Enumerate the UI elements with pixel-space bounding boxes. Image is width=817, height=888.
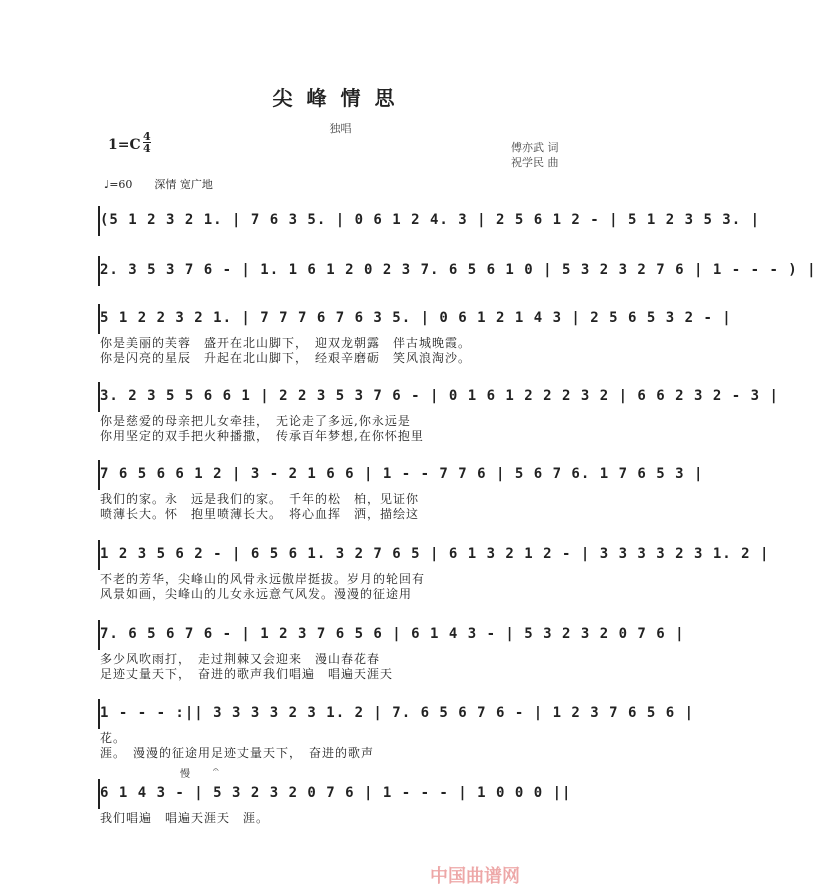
lyric-line: 足迹丈量天下， 奋进的歌声我们唱遍 唱遍天涯天 (100, 667, 394, 681)
line-start-barline (98, 206, 100, 236)
lyric-line: 你是美丽的芙蓉 盛开在北山脚下， 迎双龙朝露 伴古城晚霞。 (100, 336, 472, 350)
credits (511, 140, 559, 170)
line-start-barline (98, 779, 100, 809)
notation-line: 7. 6 5 6 7 6 - | 1 2 3 7 6 5 6 | 6 1 4 3 - | 5 3 2 3 2 0 7 6 | (100, 626, 685, 642)
notation-line: 2. 3 5 3 7 6 - | 1. 1 6 1 2 0 2 3 7. 6 5 6 1 0 | 5 3 2 3 2 7 6 | 1 - - - ) | (100, 262, 817, 278)
watermark: 中国曲谱网 (430, 866, 520, 887)
line-start-barline (98, 256, 100, 286)
time-signature-top: 4 (143, 130, 151, 143)
line-start-barline (98, 382, 100, 412)
lyricist: 傅亦武 词 (511, 141, 559, 154)
composer: 祝学民 曲 (511, 156, 559, 169)
lyric-line: 花。 (100, 731, 127, 745)
lyric-line: 你是闪亮的星辰 升起在北山脚下， 经艰辛磨砺 笑风浪淘沙。 (100, 351, 472, 365)
lyric-line: 风景如画，尖峰山的儿女永远意气风发。漫漫的征途用 (100, 587, 413, 601)
lyric-line: 不老的芳华，尖峰山的风骨永远傲岸挺拔。岁月的轮回有 (100, 572, 426, 586)
fermata-mark: 𝄐 (213, 765, 219, 776)
line-start-barline (98, 304, 100, 334)
lyric-line: 喷薄长大。怀 抱里喷薄长大。 将心血挥 洒，描绘这 (100, 507, 420, 521)
notation-line: (5 1 2 3 2 1. | 7 6 3 5. | 0 6 1 2 4. 3 | 2 5 6 1 2 - | 5 1 2 3 5 3. | (100, 212, 761, 228)
lyric-line: 你用坚定的双手把火种播撒， 传承百年梦想,在你怀抱里 (100, 429, 424, 443)
time-signature (143, 131, 151, 154)
notation-line: 6 1 4 3 - | 5 3 2 3 2 0 7 6 | 1 - - - | 1 0 0 0 || (100, 785, 572, 801)
line-start-barline (98, 460, 100, 490)
notation-line: 1 - - - :|| 3 3 3 3 2 3 1. 2 | 7. 6 5 6 7 6 - | 1 2 3 7 6 5 6 | (100, 705, 695, 721)
line-start-barline (98, 540, 100, 570)
key-signature: 1=C (108, 137, 141, 153)
notation-line: 1 2 3 5 6 2 - | 6 5 6 1. 3 2 7 6 5 | 6 1 3 2 1 2 - | 3 3 3 3 2 3 1. 2 | (100, 546, 770, 562)
lyric-line: 我们的家。永 远是我们的家。 千年的松 柏，见证你 (100, 492, 420, 506)
line-start-barline (98, 699, 100, 729)
lyric-line: 你是慈爱的母亲把儿女牵挂， 无论走了多远,你永远是 (100, 414, 411, 428)
subtitle: 独唱 (329, 122, 352, 135)
lyric-line: 我们唱遍 唱遍天涯天 涯。 (100, 811, 270, 825)
notation-line: 5 1 2 2 3 2 1. | 7 7 7 6 7 6 3 5. | 0 6 1 2 1 4 3 | 2 5 6 5 3 2 - | (100, 310, 732, 326)
slow-marking: 慢 (180, 769, 190, 780)
tempo-marking: ♩=60 深情 宽广地 (104, 178, 213, 191)
notation-line: 7 6 5 6 6 1 2 | 3 - 2 1 6 6 | 1 - - 7 7 6 | 5 6 7 6. 1 7 6 5 3 | (100, 466, 704, 482)
page-title: 尖峰情思 (272, 86, 409, 110)
lyric-line: 涯。 漫漫的征途用足迹丈量天下， 奋进的歌声 (100, 746, 375, 760)
time-signature-bottom: 4 (143, 142, 151, 155)
line-start-barline (98, 620, 100, 650)
lyric-line: 多少风吹雨打， 走过荆棘又会迎来 漫山春花春 (100, 652, 381, 666)
notation-line: 3. 2 3 5 5 6 6 1 | 2 2 3 5 3 7 6 - | 0 1 6 1 2 2 2 3 2 | 6 6 2 3 2 - 3 | (100, 388, 779, 404)
